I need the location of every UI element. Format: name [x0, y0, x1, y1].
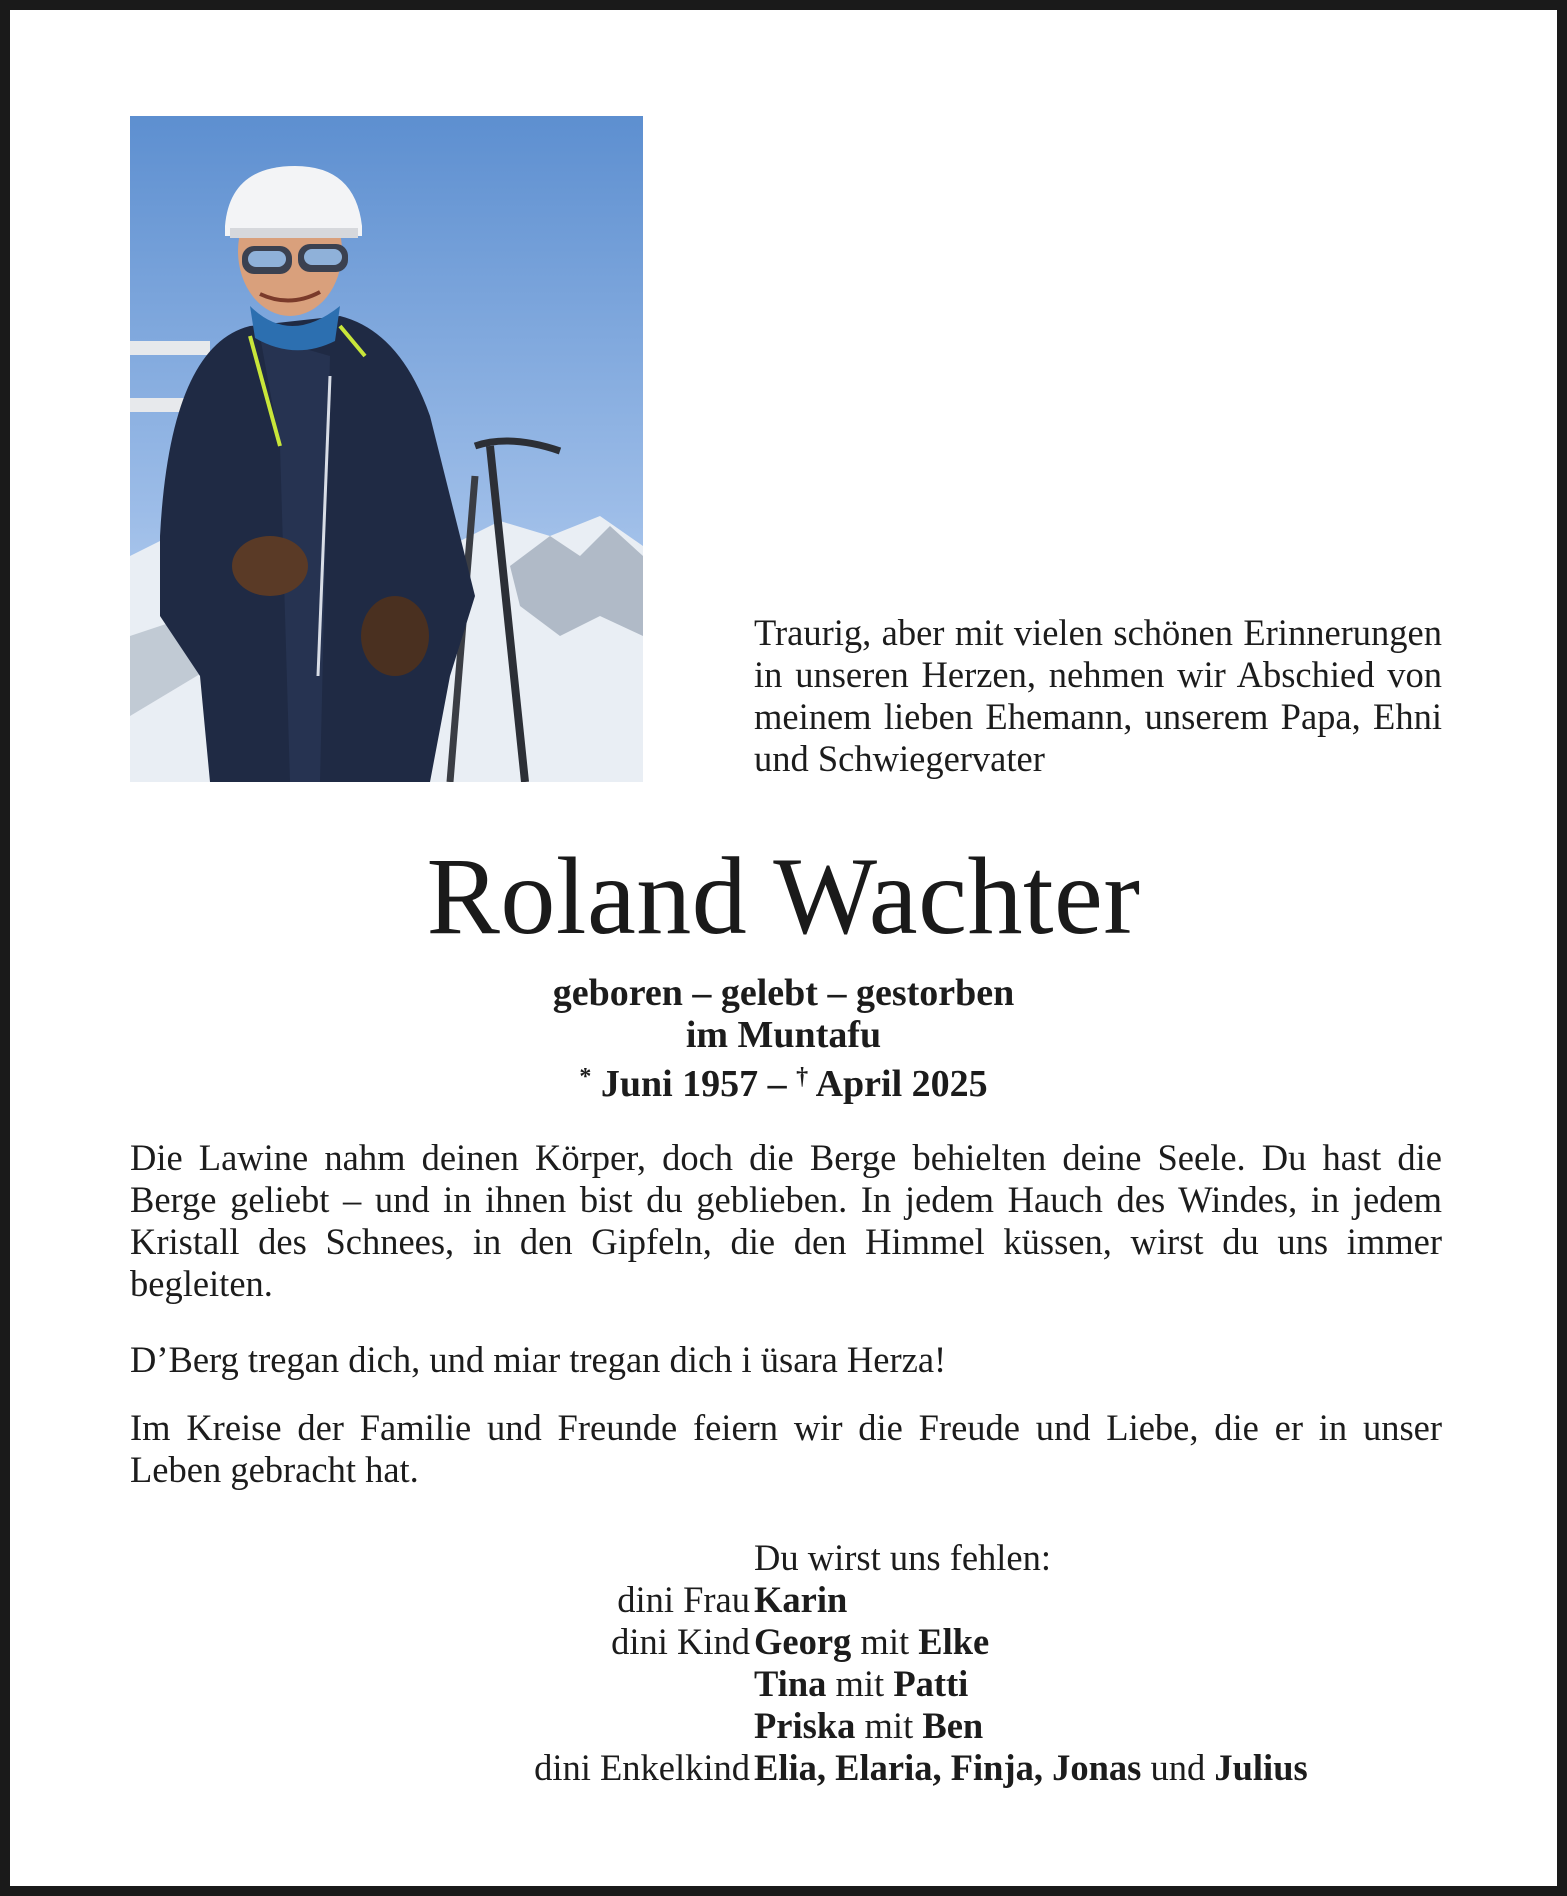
partner-name: Elke [918, 1621, 990, 1662]
partner-name: Patti [893, 1663, 969, 1704]
children-label: dini Kind [611, 1621, 750, 1662]
grandchildren-label: dini Enkelkind [534, 1747, 750, 1788]
paragraph-dialect: D’Berg tregan dich, und miar tregan dich i üsara Herza! [130, 1339, 947, 1380]
death-symbol: † [796, 1064, 809, 1090]
child-name: Georg [754, 1621, 852, 1662]
death-date: April 2025 [815, 1063, 988, 1105]
subtitle-line-2: im Muntafu [685, 1014, 882, 1056]
grandchild-last: Julius [1214, 1747, 1308, 1788]
and-word: und [1150, 1747, 1206, 1788]
with-word: mit [864, 1705, 914, 1746]
birth-date: Juni 1957 [600, 1063, 759, 1105]
paragraph-family: Im Kreise der Familie und Freunde feiern wir die Freude und Liebe, die er in unser Leben gebracht hat. [130, 1407, 1442, 1490]
wife-name: Karin [754, 1579, 848, 1620]
missing-text: Du wirst uns fehlen: [754, 1537, 1052, 1578]
grandchildren-names: Elia, Elaria, Finja, Jonas [754, 1747, 1142, 1788]
paragraph-mountains: Die Lawine nahm deinen Körper, doch die Berge behielten deine Seele. Du hast die Berge geliebt – und in ihnen bist du geblieben. In jedem Hauch des Windes, in jedem Kristall des Schnees, in den Gipfeln, die den Himmel küssen, wirst du uns immer begleiten. [130, 1137, 1442, 1304]
birth-symbol: * [579, 1064, 592, 1090]
life-dates [10, 1056, 1557, 1105]
deceased-name: Roland Wachter [426, 835, 1141, 957]
partner-name: Ben [922, 1705, 984, 1746]
with-word: mit [835, 1663, 885, 1704]
intro-text: Traurig, aber mit vielen schönen Erinnerungen in unseren Herzen, nehmen wir Abschied von meinem lieben Ehemann, unserem Papa, Ehni und Schwiegervater [754, 611, 1442, 779]
child-name: Priska [754, 1705, 856, 1746]
with-word: mit [860, 1621, 910, 1662]
wife-label: dini Frau [617, 1579, 750, 1620]
subtitle-line-1: geboren – gelebt – gestorben [552, 972, 1015, 1014]
date-separator: – [767, 1063, 787, 1105]
child-name: Tina [754, 1663, 827, 1704]
portrait-photo [130, 116, 643, 782]
